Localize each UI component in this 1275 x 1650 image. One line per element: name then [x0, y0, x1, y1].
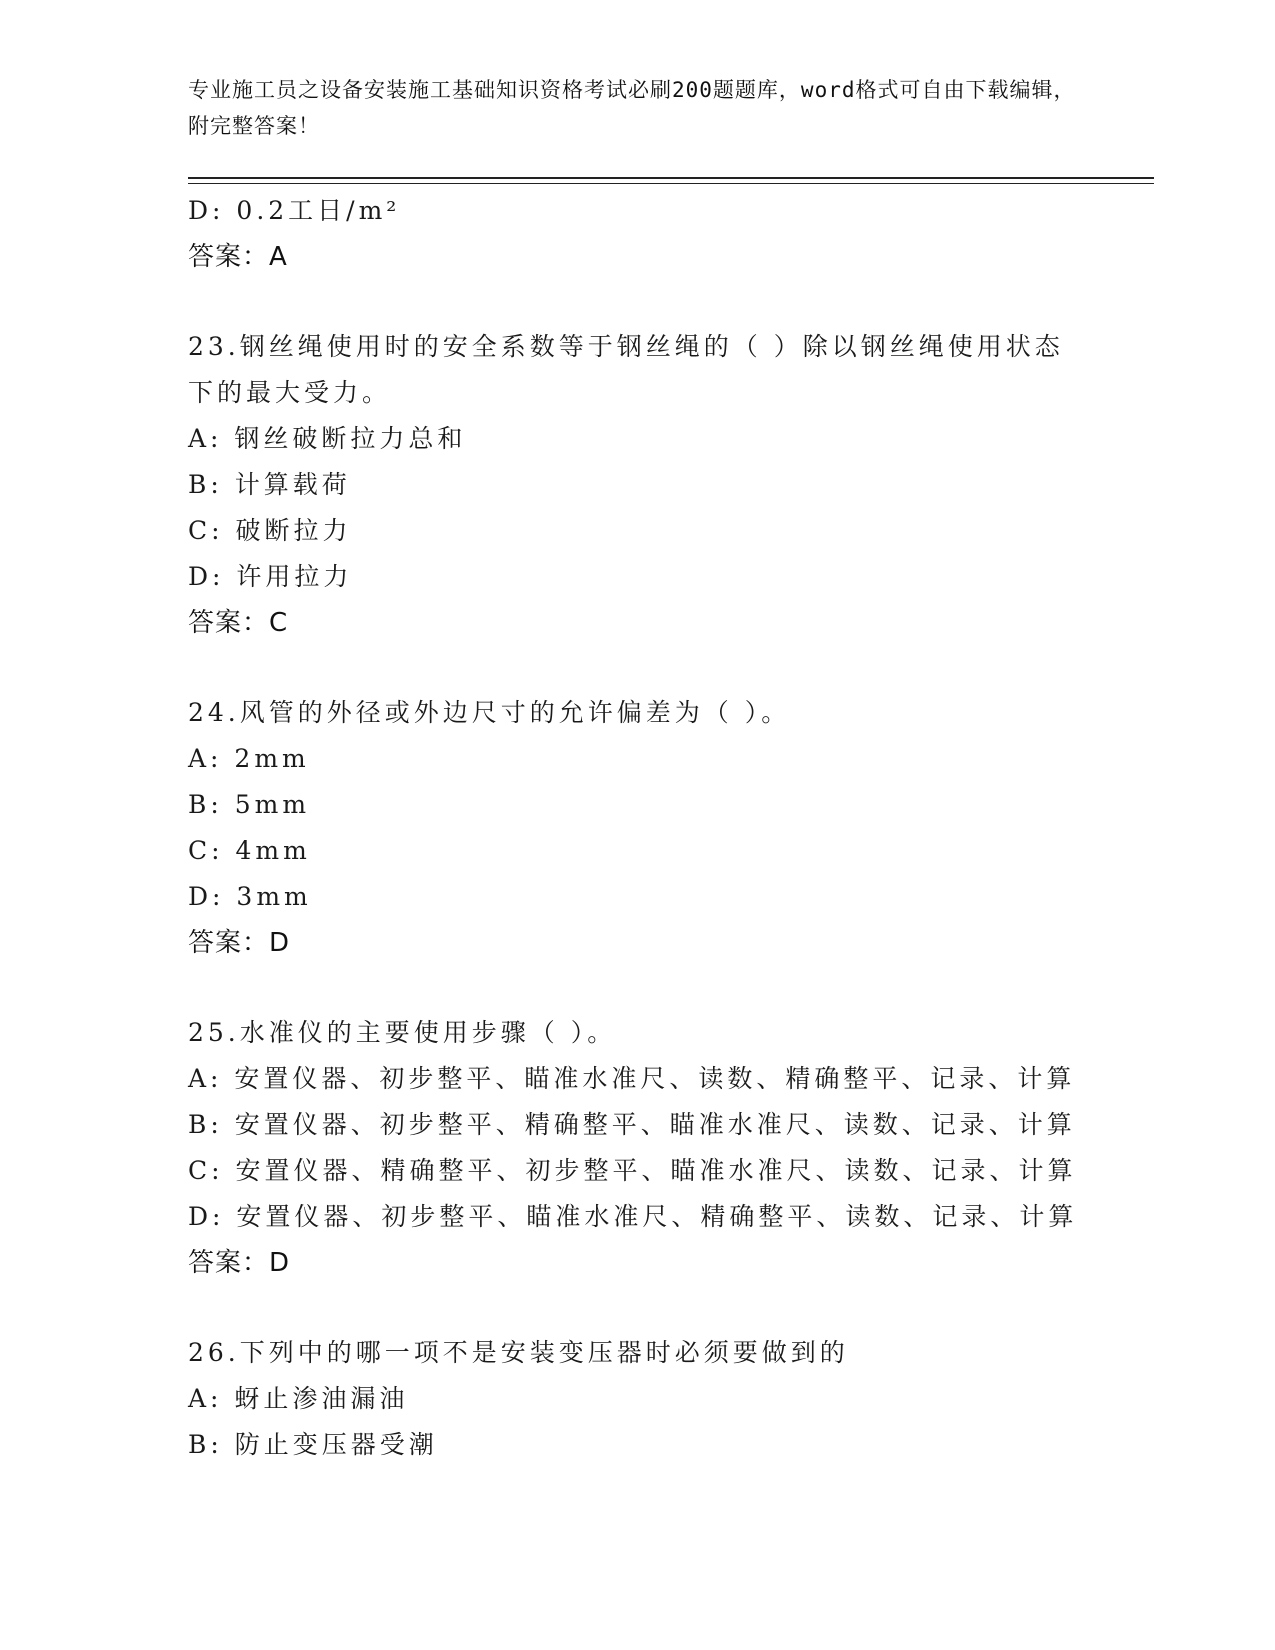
option-b: B: 5mm — [188, 790, 311, 819]
option-a: A: 2mm — [188, 744, 310, 773]
question-text: 24.风管的外径或外边尺寸的允许偏差为（ ）。 — [188, 698, 791, 727]
answer-line: 答案：D — [188, 928, 291, 958]
answer-line: 答案：D — [188, 1248, 291, 1278]
option-a: A: 钢丝破断拉力总和 — [188, 424, 467, 453]
question-list — [188, 188, 1088, 1468]
option-d: D: 安置仪器、初步整平、瞄准水准尺、精确整平、读数、记录、计算 — [188, 1202, 1078, 1231]
option-b: B: 防止变压器受潮 — [188, 1430, 438, 1459]
option-d: D: 许用拉力 — [188, 562, 353, 591]
option-c: C: 破断拉力 — [188, 516, 352, 545]
document-header: 专业施工员之设备安装施工基础知识资格考试必刷200题题库，word格式可自由下载编辑，附完整答案！ — [188, 78, 1076, 138]
answer-line: 答案：A — [188, 242, 288, 272]
option-a: A: 安置仪器、初步整平、瞄准水准尺、读数、精确整平、记录、计算 — [188, 1064, 1076, 1093]
option-b: B: 安置仪器、初步整平、精确整平、瞄准水准尺、读数、记录、计算 — [188, 1110, 1076, 1139]
option-b: B: 计算载荷 — [188, 470, 351, 499]
answer-line: 答案：C — [188, 608, 289, 638]
option-c: C: 4mm — [188, 836, 311, 865]
question-text: 26.下列中的哪一项不是安装变压器时必须要做到的 — [188, 1338, 849, 1367]
option-d: D: 3mm — [188, 882, 312, 911]
spacer — [188, 280, 1088, 324]
option-d: D: 0.2工日/m² — [188, 196, 401, 225]
spacer — [188, 646, 1088, 690]
question-text: 23.钢丝绳使用时的安全系数等于钢丝绳的（ ）除以钢丝绳使用状态下的最大受力。 — [188, 332, 1064, 407]
header-rule-thin — [188, 183, 1154, 184]
spacer — [188, 966, 1088, 1010]
question-text: 25.水准仪的主要使用步骤（ ）。 — [188, 1018, 617, 1047]
option-c: C: 安置仪器、精确整平、初步整平、瞄准水准尺、读数、记录、计算 — [188, 1156, 1077, 1185]
spacer — [188, 1286, 1088, 1330]
option-a: A: 蚜止渗油漏油 — [188, 1384, 409, 1413]
header-rule-thick — [188, 177, 1154, 179]
